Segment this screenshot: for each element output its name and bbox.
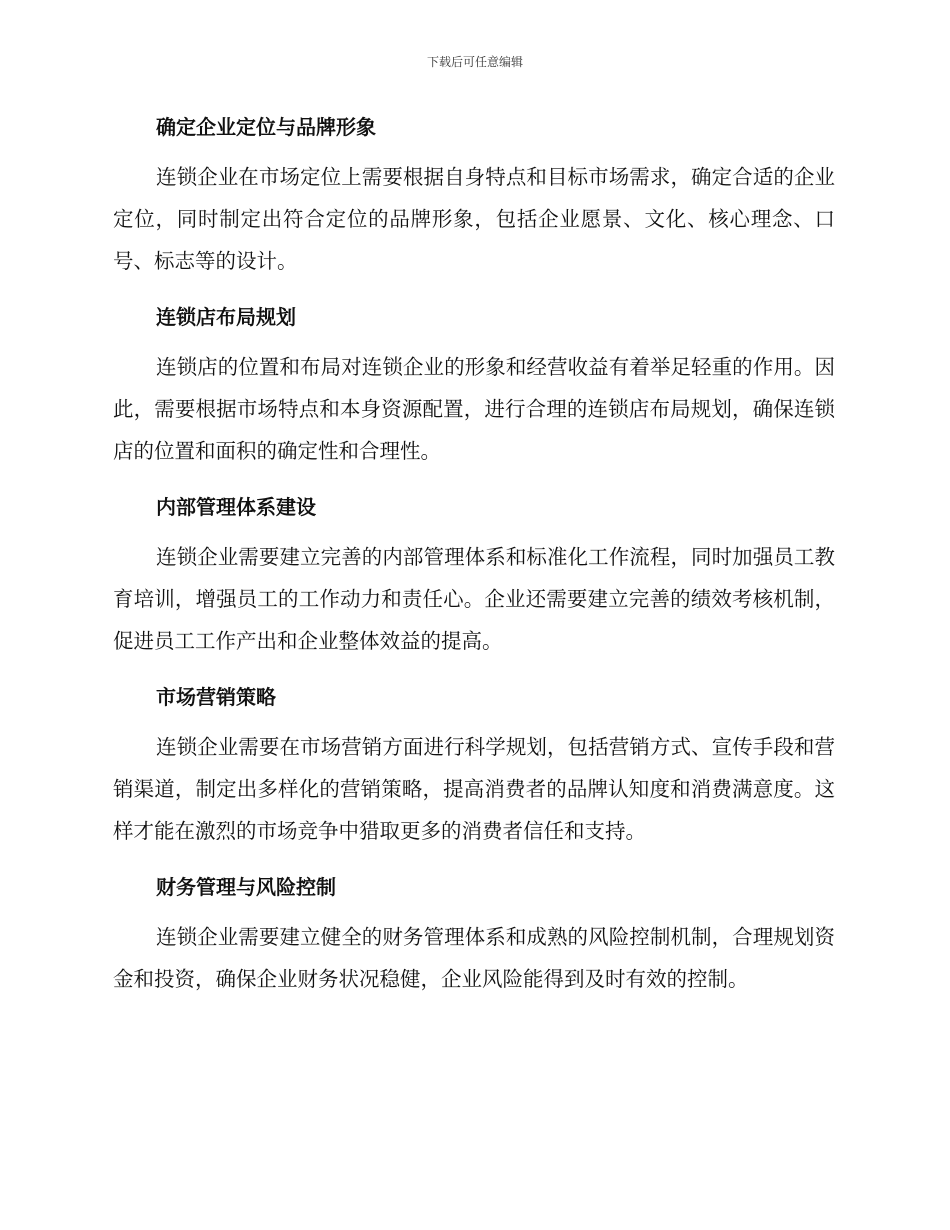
section-finance-risk [113,872,835,1000]
header-note: 下载后可任意编辑 [426,55,523,69]
section-title: 确定企业定位与品牌形象 [156,115,376,139]
section-marketing-strategy [113,682,835,852]
section-internal-management [113,492,835,662]
section-title: 内部管理体系建设 [156,495,316,519]
section-body: 连锁店的位置和布局对连锁企业的形象和经营收益有着举足轻重的作用。因此，需要根据市场特点和本身资源配置，进行合理的连锁店布局规划，确保连锁店的位置和面积的确定性和合理性。 [113,355,835,463]
section-store-layout [113,302,835,472]
section-title: 市场营销策略 [156,685,276,709]
section-body: 连锁企业需要在市场营销方面进行科学规划，包括营销方式、宣传手段和营销渠道，制定出多样化的营销策略，提高消费者的品牌认知度和消费满意度。这样才能在激烈的市场竞争中猎取更多的消费者信任和支持。 [113,735,835,843]
section-body: 连锁企业需要建立完善的内部管理体系和标准化工作流程，同时加强员工教育培训，增强员工的工作动力和责任心。企业还需要建立完善的绩效考核机制，促进员工工作产出和企业整体效益的提高。 [113,545,835,653]
document-content [113,112,835,1020]
section-positioning-brand [113,112,835,282]
section-body: 连锁企业在市场定位上需要根据自身特点和目标市场需求，确定合适的企业定位，同时制定出符合定位的品牌形象，包括企业愿景、文化、核心理念、口号、标志等的设计。 [113,165,835,273]
section-title: 财务管理与风险控制 [156,875,336,899]
section-title: 连锁店布局规划 [156,305,296,329]
section-body: 连锁企业需要建立健全的财务管理体系和成熟的风险控制机制，合理规划资金和投资，确保企业财务状况稳健，企业风险能得到及时有效的控制。 [113,925,835,991]
